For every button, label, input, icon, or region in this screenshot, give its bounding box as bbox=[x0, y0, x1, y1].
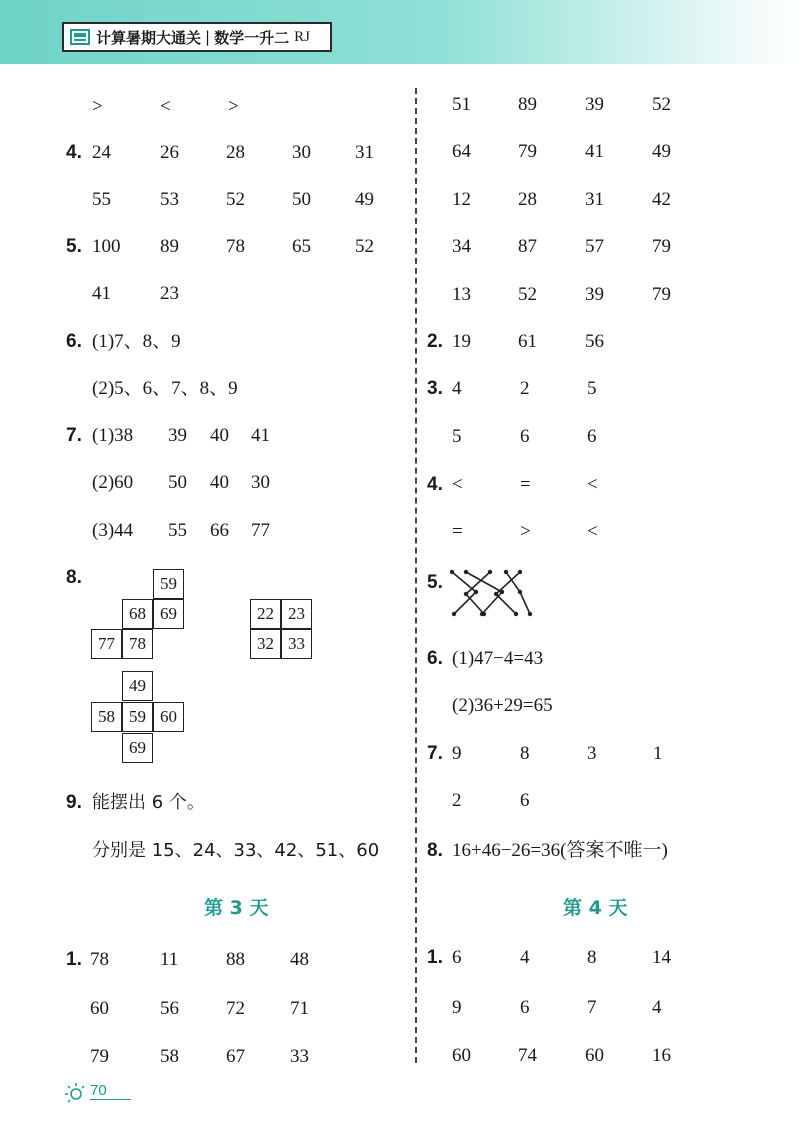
answer: 4 bbox=[652, 997, 662, 1018]
answer: 6 bbox=[452, 947, 462, 968]
answer: 53 bbox=[160, 189, 179, 210]
question-label: 9. bbox=[66, 792, 82, 813]
answer: 8 bbox=[520, 743, 530, 764]
symbol: < bbox=[160, 96, 171, 117]
answer: 52 bbox=[226, 189, 245, 210]
answer: 55 bbox=[92, 189, 111, 210]
grid-cell: 68 bbox=[122, 599, 153, 629]
answer: 71 bbox=[290, 998, 309, 1019]
answer: 60 bbox=[90, 998, 109, 1019]
answer: 49 bbox=[652, 141, 671, 162]
answer: 55 bbox=[168, 520, 187, 541]
answer: 40 bbox=[210, 472, 229, 493]
answer: 26 bbox=[160, 142, 179, 163]
answer: 31 bbox=[355, 142, 374, 163]
comparison-symbol: > bbox=[520, 521, 531, 542]
answer: 39 bbox=[585, 284, 604, 305]
answer: 64 bbox=[452, 141, 471, 162]
answer: 88 bbox=[226, 949, 245, 970]
answer: 52 bbox=[518, 284, 537, 305]
question-label: 2. bbox=[427, 331, 443, 352]
answer: (2)60 bbox=[92, 472, 134, 493]
question-label: 8. bbox=[427, 840, 443, 861]
answer: 56 bbox=[160, 998, 179, 1019]
answer: 30 bbox=[292, 142, 311, 163]
grid-cell: 23 bbox=[281, 599, 312, 629]
answer: 40 bbox=[210, 425, 229, 446]
answer: 13 bbox=[452, 284, 471, 305]
answer: 34 bbox=[452, 236, 471, 257]
answer: 41 bbox=[92, 283, 111, 304]
answer: 51 bbox=[452, 94, 471, 115]
header-edition: RJ bbox=[294, 28, 310, 45]
answer: 66 bbox=[210, 520, 229, 541]
answer: 74 bbox=[518, 1045, 537, 1066]
answer: 3 bbox=[587, 743, 597, 764]
answer: 16+46−26=36(答案不唯一) bbox=[452, 840, 668, 861]
answer: 49 bbox=[355, 189, 374, 210]
answer: 79 bbox=[652, 236, 671, 257]
answer: 4 bbox=[520, 947, 530, 968]
grid-cell: 78 bbox=[122, 629, 153, 659]
question-label: 3. bbox=[427, 378, 443, 399]
answer: 60 bbox=[452, 1045, 471, 1066]
grid-cell: 77 bbox=[91, 629, 122, 659]
comparison-symbol: < bbox=[452, 474, 463, 495]
answer: 9 bbox=[452, 743, 462, 764]
answer: 79 bbox=[90, 1046, 109, 1067]
answer: 87 bbox=[518, 236, 537, 257]
answer: (1)47−4=43 bbox=[452, 648, 544, 669]
header-title-box bbox=[62, 22, 332, 52]
question-label: 4. bbox=[66, 142, 82, 163]
sun-icon bbox=[60, 1080, 88, 1104]
answer: 58 bbox=[160, 1046, 179, 1067]
answer: 65 bbox=[292, 236, 311, 257]
answer: 6 bbox=[520, 426, 530, 447]
comparison-symbol: < bbox=[587, 474, 598, 495]
answer: 50 bbox=[168, 472, 187, 493]
question-label: 5. bbox=[427, 572, 443, 593]
answer: 7 bbox=[587, 997, 597, 1018]
header-separator: | bbox=[205, 28, 211, 46]
grid-cell: 59 bbox=[122, 702, 153, 732]
answer: 48 bbox=[290, 949, 309, 970]
answer: 19 bbox=[452, 331, 471, 352]
answer: 50 bbox=[292, 189, 311, 210]
answer: 31 bbox=[585, 189, 604, 210]
answer: (1)38 bbox=[92, 425, 134, 446]
answer: 分别是 15、24、33、42、51、60 bbox=[92, 840, 380, 861]
answer: 能摆出 6 个。 bbox=[92, 792, 205, 813]
question-label: 1. bbox=[66, 949, 82, 970]
answer: 100 bbox=[92, 236, 121, 257]
answer: 12 bbox=[452, 189, 471, 210]
section-title-day4: 第 4 天 bbox=[563, 897, 628, 919]
answer: 79 bbox=[518, 141, 537, 162]
answer: 4 bbox=[452, 378, 462, 399]
answer: 28 bbox=[518, 189, 537, 210]
grid-cell: 59 bbox=[153, 569, 184, 599]
answer: 89 bbox=[518, 94, 537, 115]
question-label: 1. bbox=[427, 947, 443, 968]
answer: 52 bbox=[355, 236, 374, 257]
answer: 9 bbox=[452, 997, 462, 1018]
grid-cell: 22 bbox=[250, 599, 281, 629]
comparison-symbol: = bbox=[520, 474, 531, 495]
answer: 16 bbox=[652, 1045, 671, 1066]
answer: 42 bbox=[652, 189, 671, 210]
answer: 72 bbox=[226, 998, 245, 1019]
matching-lines-diagram bbox=[446, 566, 540, 620]
grid-cell: 32 bbox=[250, 629, 281, 659]
answer: 78 bbox=[226, 236, 245, 257]
answer: 6 bbox=[587, 426, 597, 447]
answer: 6 bbox=[520, 790, 530, 811]
answer: 23 bbox=[160, 283, 179, 304]
grid-cell: 69 bbox=[153, 599, 184, 629]
answer: 14 bbox=[652, 947, 671, 968]
question-label: 5. bbox=[66, 236, 82, 257]
comparison-symbol: < bbox=[587, 521, 598, 542]
answer: 33 bbox=[290, 1046, 309, 1067]
question-label: 8. bbox=[66, 567, 82, 588]
answer: 77 bbox=[251, 520, 270, 541]
answer: 8 bbox=[587, 947, 597, 968]
answer: 67 bbox=[226, 1046, 245, 1067]
answer: 5 bbox=[452, 426, 462, 447]
column-divider bbox=[415, 88, 417, 1063]
answer: 6 bbox=[520, 997, 530, 1018]
answer: 41 bbox=[585, 141, 604, 162]
answer: 56 bbox=[585, 331, 604, 352]
question-label: 6. bbox=[66, 331, 82, 352]
answer: (3)44 bbox=[92, 520, 134, 541]
header-title: 计算暑期大通关 bbox=[96, 28, 202, 47]
answer: (2)36+29=65 bbox=[452, 695, 553, 716]
section-title-day3: 第 3 天 bbox=[204, 897, 269, 919]
answer: 30 bbox=[251, 472, 270, 493]
question-label: 4. bbox=[427, 474, 443, 495]
answer: 41 bbox=[251, 425, 270, 446]
symbol: > bbox=[92, 96, 103, 117]
grid-cell: 33 bbox=[281, 629, 312, 659]
answer: 79 bbox=[652, 284, 671, 305]
answer: 1 bbox=[653, 743, 663, 764]
answer: 78 bbox=[90, 949, 109, 970]
answer: 60 bbox=[585, 1045, 604, 1066]
answer: 11 bbox=[160, 949, 179, 970]
answer: (1)7、8、9 bbox=[92, 331, 181, 352]
comparison-symbol: = bbox=[452, 521, 463, 542]
answer: 52 bbox=[652, 94, 671, 115]
answer: 57 bbox=[585, 236, 604, 257]
answer: 2 bbox=[520, 378, 530, 399]
symbol: > bbox=[228, 96, 239, 117]
header-subtitle: 数学一升二 bbox=[214, 28, 290, 47]
question-label: 6. bbox=[427, 648, 443, 669]
answer: 39 bbox=[168, 425, 187, 446]
grid-cell: 60 bbox=[153, 702, 184, 732]
answer: 39 bbox=[585, 94, 604, 115]
grid-cell: 58 bbox=[91, 702, 122, 732]
answer: 2 bbox=[452, 790, 462, 811]
answer: (2)5、6、7、8、9 bbox=[92, 378, 238, 399]
question-label: 7. bbox=[66, 425, 82, 446]
answer: 5 bbox=[587, 378, 597, 399]
answer: 89 bbox=[160, 236, 179, 257]
page-number: 70 bbox=[90, 1082, 131, 1100]
grid-cell: 49 bbox=[122, 671, 153, 701]
answer: 28 bbox=[226, 142, 245, 163]
answer: 61 bbox=[518, 331, 537, 352]
answer: 24 bbox=[92, 142, 111, 163]
question-label: 7. bbox=[427, 743, 443, 764]
grid-cell: 69 bbox=[122, 733, 153, 763]
book-icon bbox=[70, 29, 90, 45]
